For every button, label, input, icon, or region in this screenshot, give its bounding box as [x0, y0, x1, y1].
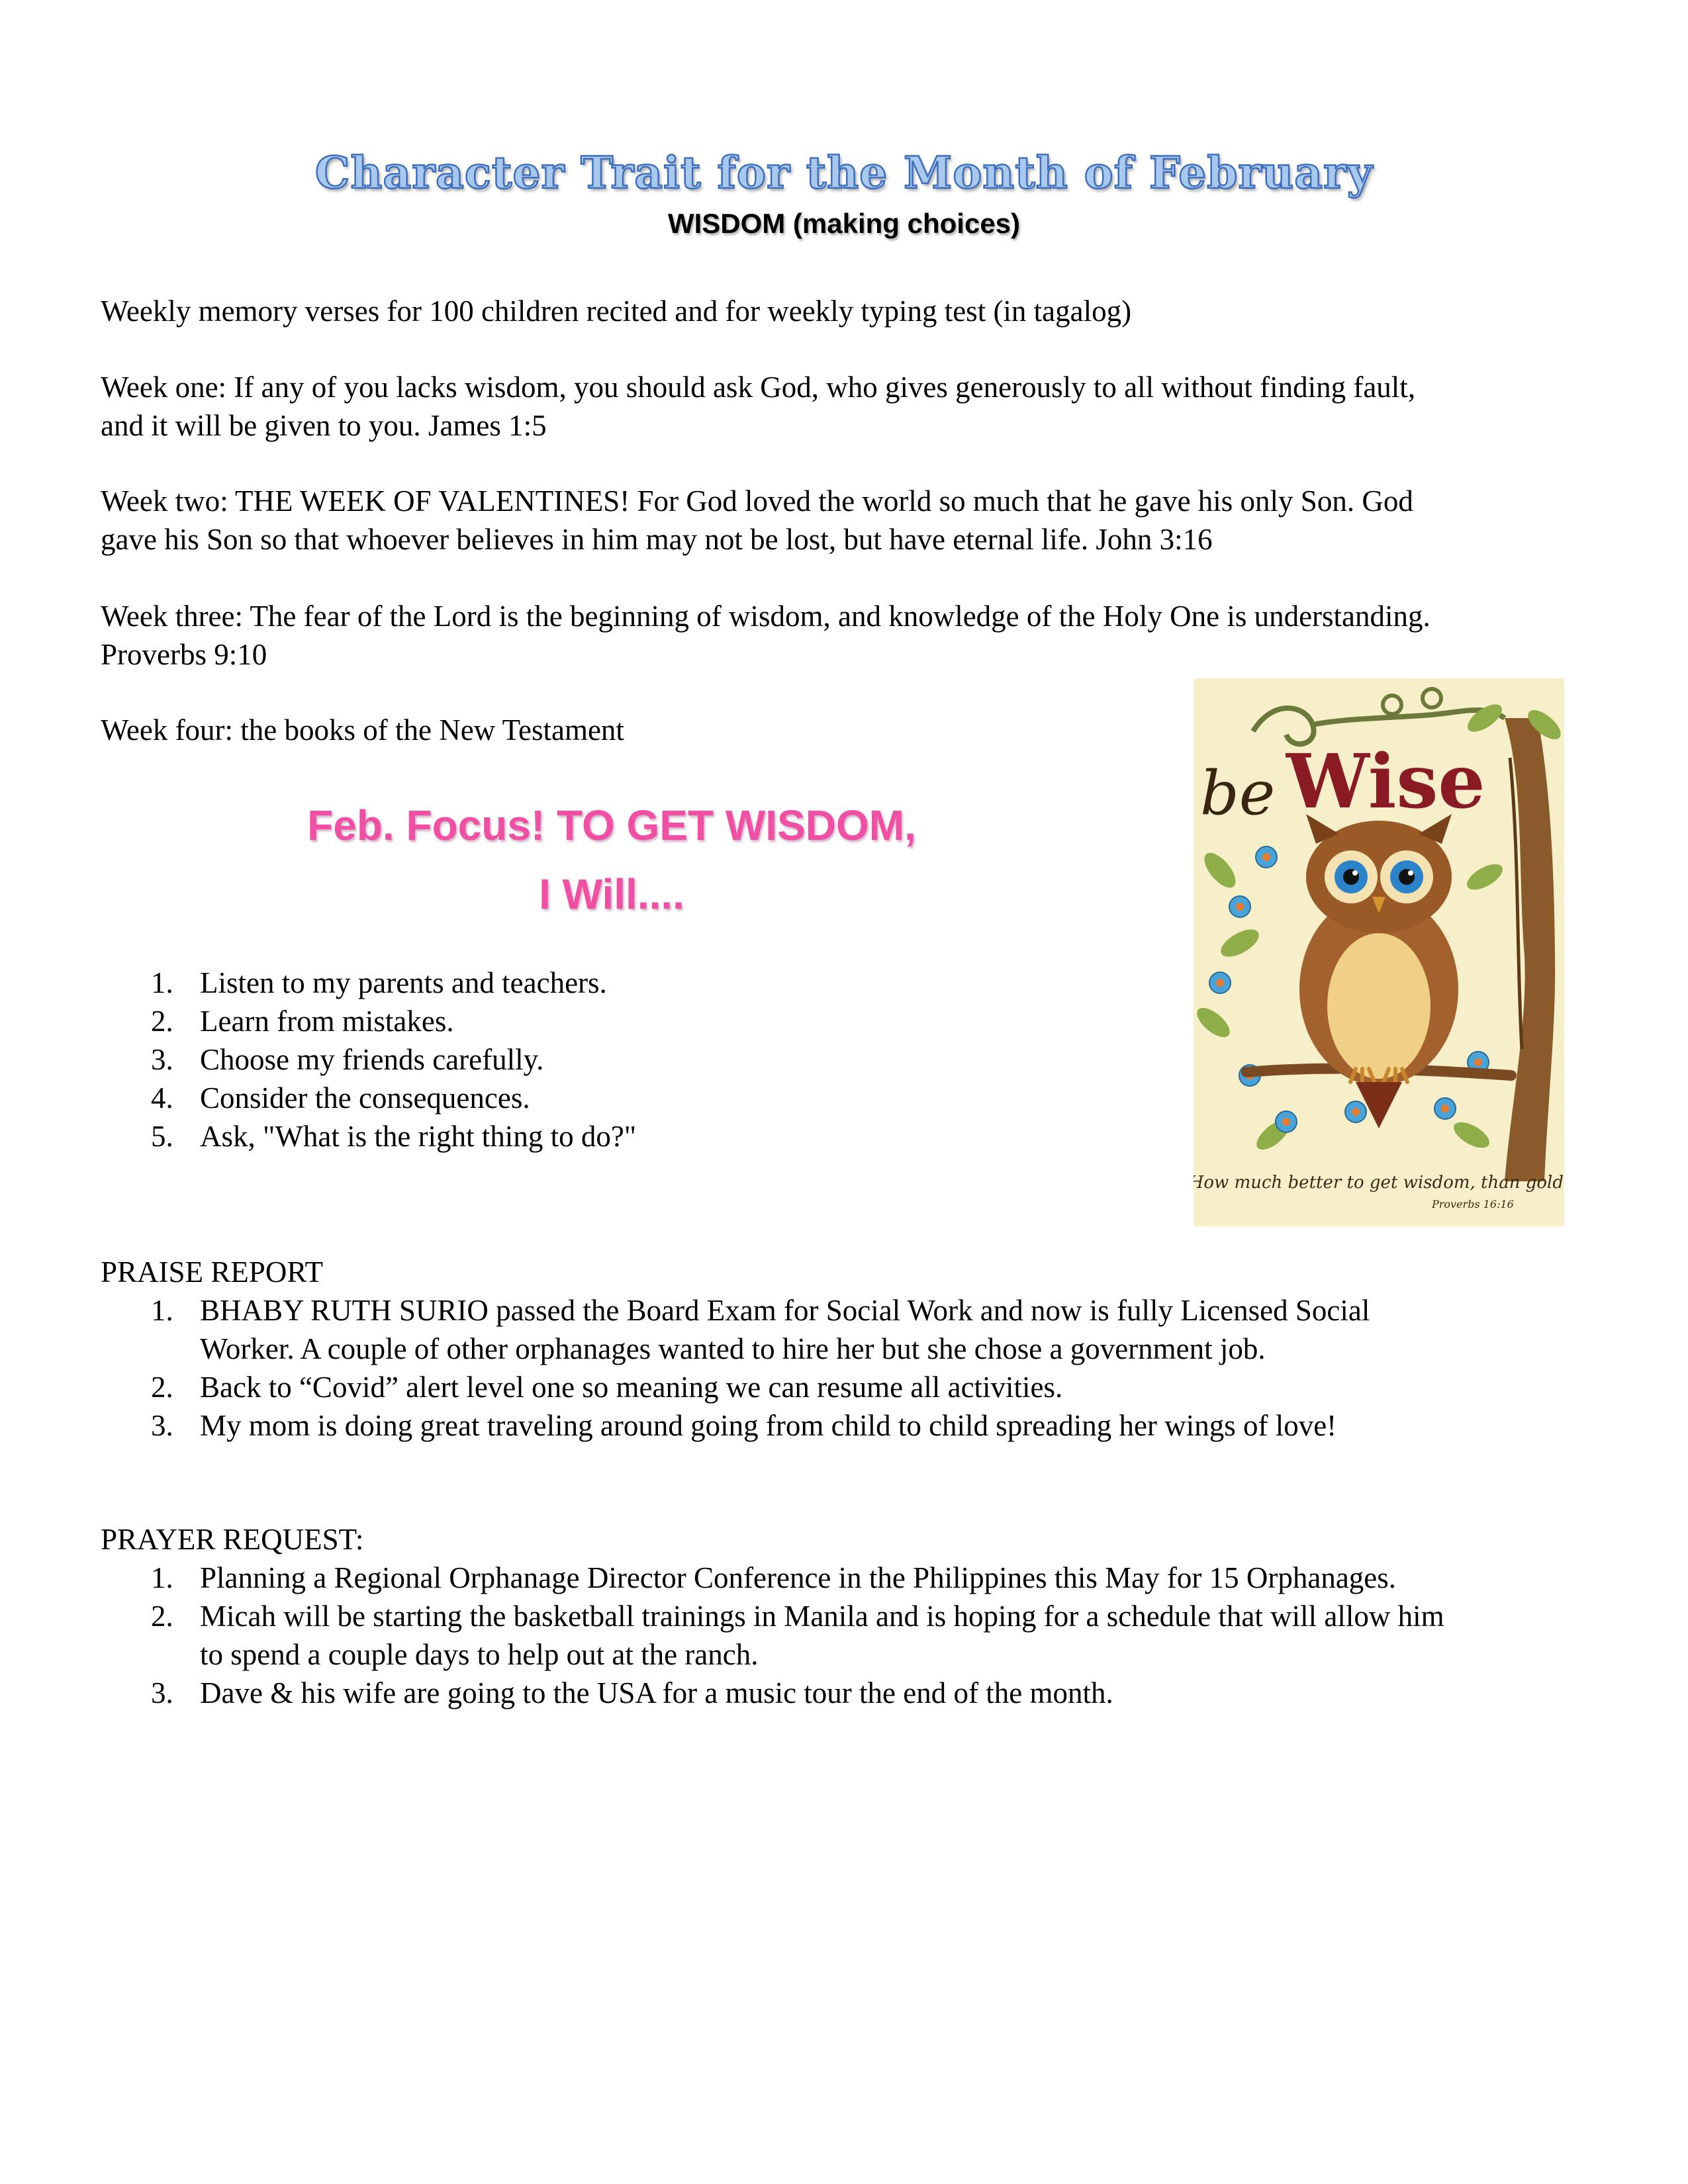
list-item: 1. Listen to my parents and teachers. [151, 966, 607, 999]
list-item: 3. Choose my friends carefully. [151, 1043, 544, 1076]
page-subtitle: WISDOM (making choices) [667, 208, 1021, 239]
week-four-verse: Week four: the books of the New Testament [101, 713, 624, 747]
svg-text:How much better to get wisdom,: How much better to get wisdom, than gold. [1194, 1173, 1564, 1193]
list-item: 3. My mom is doing great traveling around going from child to child spreading her wings of love! [151, 1409, 1337, 1442]
praise-report-heading: PRAISE REPORT [101, 1255, 324, 1289]
owl-icon [1194, 678, 1564, 1226]
week-one-verse: Week one: If any of you lacks wisdom, you should ask God, who gives generously to all without finding fault, and it will be given to you. James 1:5 [101, 371, 1416, 442]
prayer-request-heading: PRAYER REQUEST: [101, 1523, 364, 1556]
focus-heading: Feb. Focus! TO GET WISDOM, I Will.... [307, 801, 916, 918]
week-two-verse: Week two: THE WEEK OF VALENTINES! For God loved the world so much that he gave his only Son. God gave his Son so that whoever believes in him may not be lost, but have eternal life. John 3:16 [101, 484, 1413, 556]
focus-list [101, 964, 636, 1156]
svg-text:be: be [1200, 758, 1276, 829]
week-three-verse: Week three: The fear of the Lord is the beginning of wisdom, and knowledge of the Holy One is understanding. Proverbs 9:10 [101, 600, 1430, 671]
svg-text:Proverbs 16:16: Proverbs 16:16 [1432, 1198, 1514, 1210]
prayer-list [101, 1559, 1444, 1712]
praise-list [101, 1291, 1370, 1445]
list-item: 5. Ask, "What is the right thing to do?" [151, 1120, 637, 1153]
page-title: Character Trait for the Month of February [314, 147, 1374, 199]
list-item: 2. Micah will be starting the basketball trainings in Manila and is hoping for a schedule that will allow him to spend a couple days to help out at the ranch. [151, 1600, 1444, 1671]
list-item: 4. Consider the consequences. [151, 1081, 530, 1115]
list-item: 1. BHABY RUTH SURIO passed the Board Exam for Social Work and now is fully Licensed Social Worker. A couple of other orphanages wanted to hire her but she chose a government job. [151, 1294, 1370, 1365]
intro-paragraph: Weekly memory verses for 100 children recited and for weekly typing test (in tagalog) [101, 295, 1132, 328]
list-item: 2. Learn from mistakes. [151, 1005, 454, 1038]
be-wise-owl-illustration [1194, 678, 1564, 1226]
list-item: 3. Dave & his wife are going to the USA for a music tour the end of the month. [151, 1676, 1113, 1709]
list-item: 1. Planning a Regional Orphanage Director Conference in the Philippines this May for 15 Orphanages. [151, 1561, 1397, 1594]
list-item: 2. Back to “Covid” alert level one so meaning we can resume all activities. [151, 1371, 1063, 1404]
svg-text:Wise: Wise [1286, 739, 1485, 825]
